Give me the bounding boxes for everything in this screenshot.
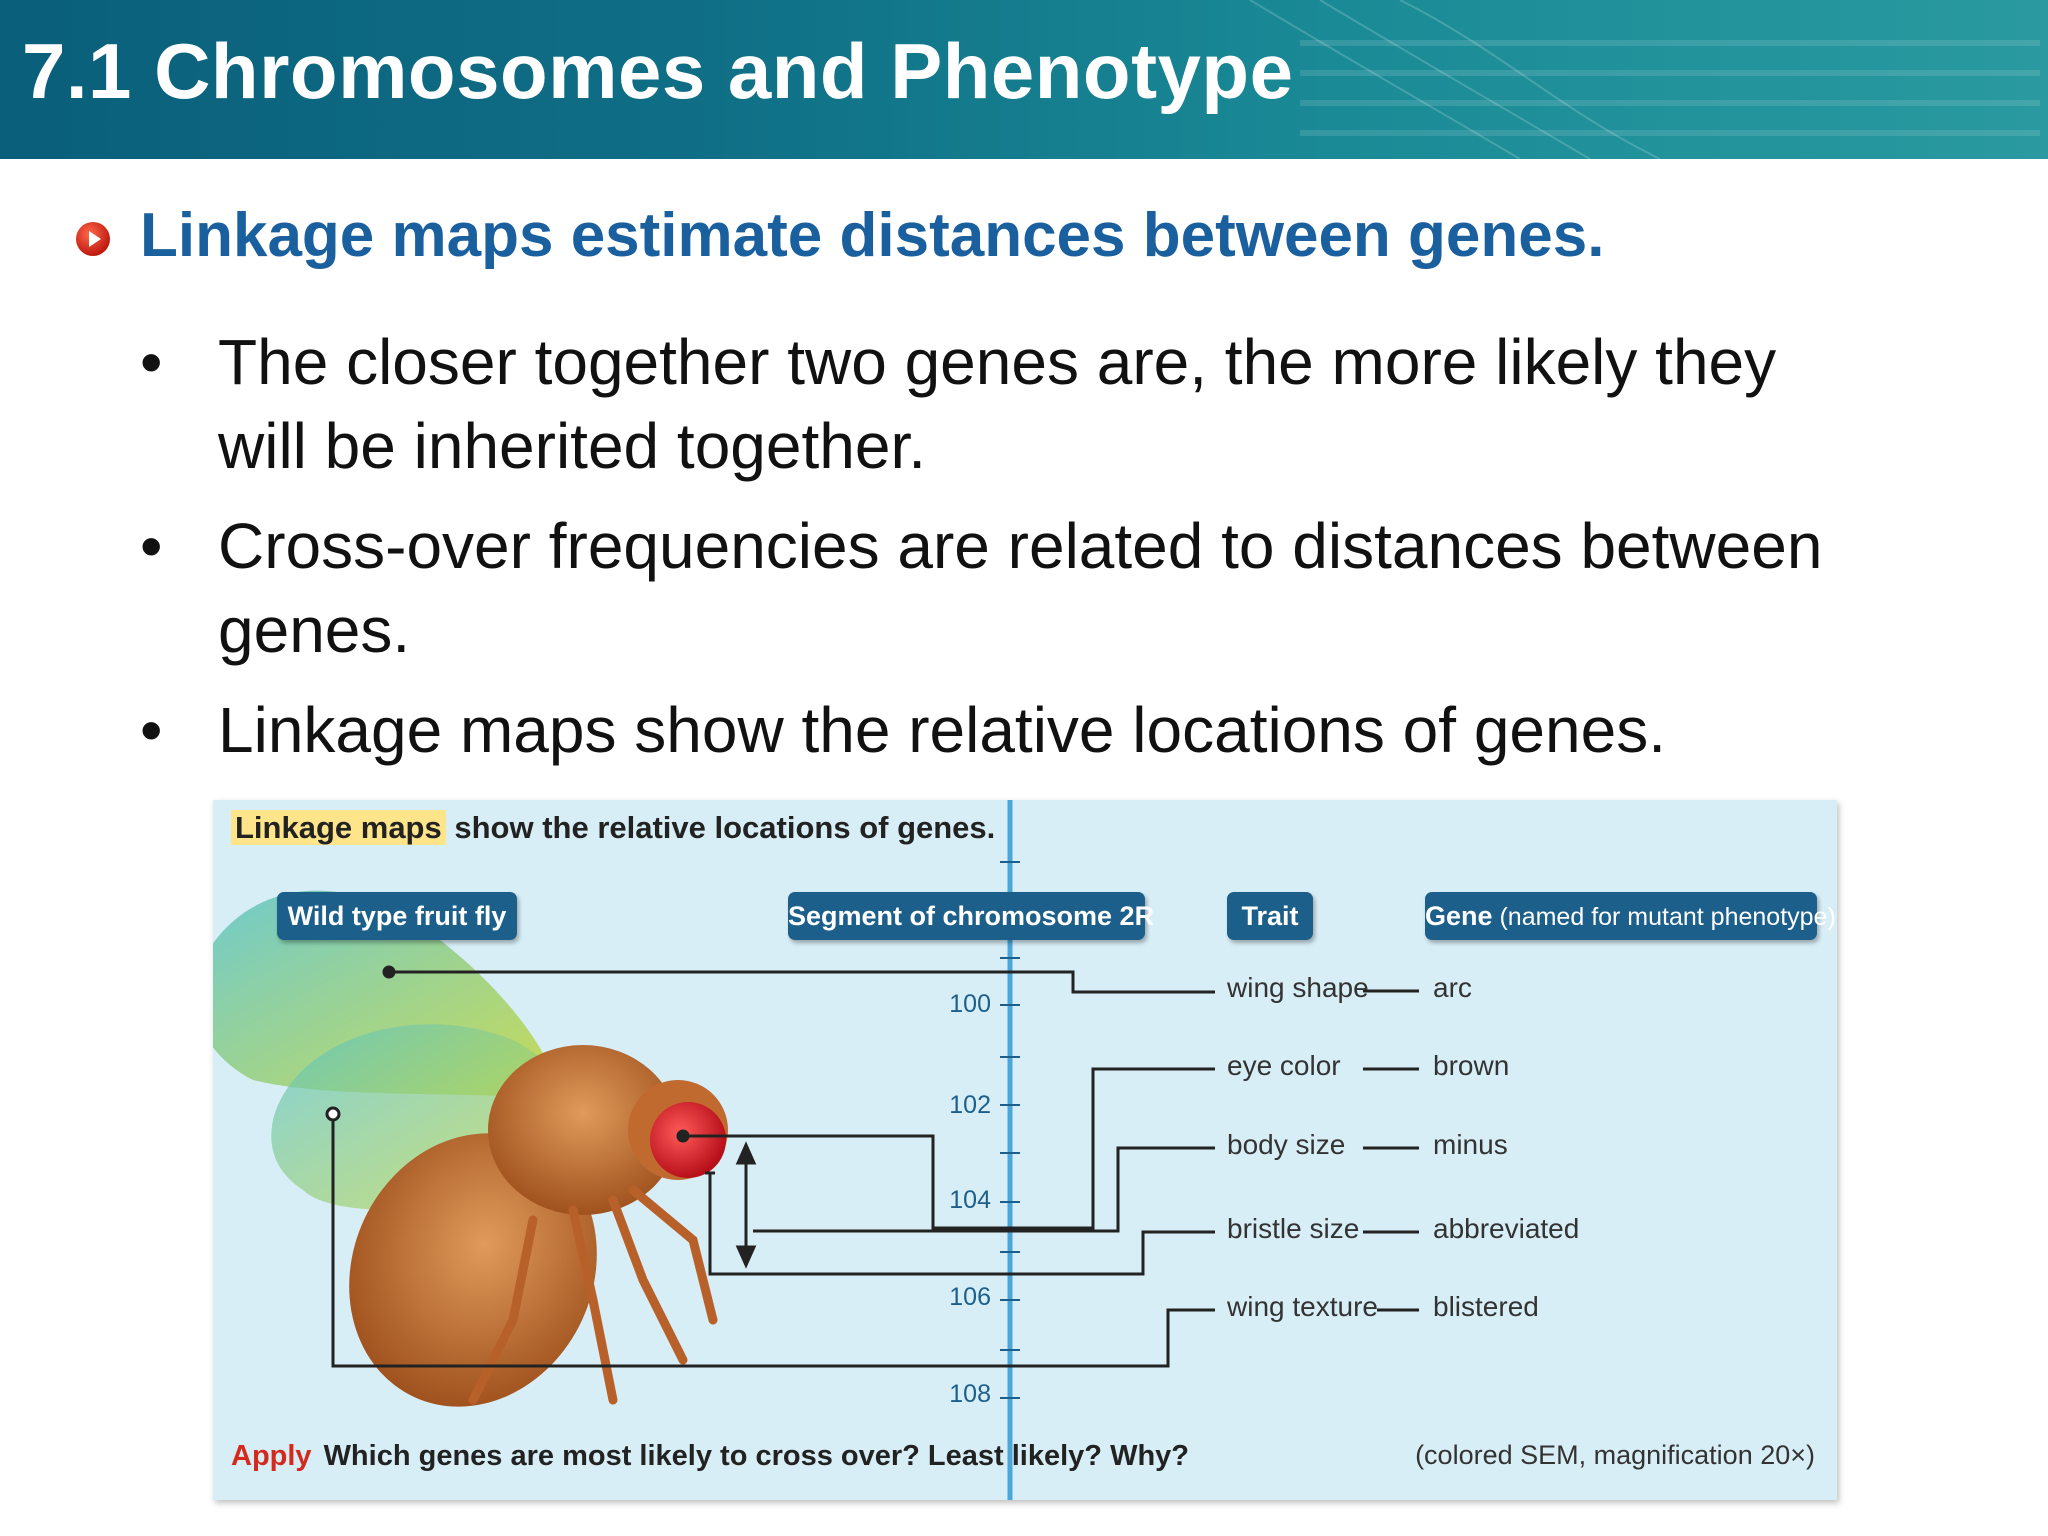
gene-abbreviated: abbreviated (1433, 1213, 1580, 1244)
axis-tick-106: 106 (949, 1283, 991, 1311)
trait-wing-texture: wing texture (1227, 1291, 1378, 1322)
leader-wing-shape (389, 972, 1215, 992)
chromosome-segment-label: Segment of chromosome 2R (788, 892, 1145, 940)
axis-tick-102: 102 (949, 1091, 991, 1119)
apply-question-text: Which genes are most likely to cross over? Least likely? Why? (323, 1440, 1190, 1472)
bullet-dot: • (140, 510, 163, 582)
gene-header-note: (named for mutant phenotype) (1492, 903, 1836, 931)
gene-blistered: blistered (1433, 1291, 1539, 1322)
gene-header-bold: Gene (1425, 901, 1493, 931)
trait-header: Trait (1227, 892, 1313, 940)
bullet-text: Cross-over frequencies are related to distances between genes. (218, 510, 1823, 666)
linkage-map-figure (213, 800, 1837, 1500)
subheading-text: Linkage maps estimate distances between genes. (140, 201, 1605, 270)
bullet-text: Linkage maps show the relative locations of genes. (218, 694, 1666, 766)
bullet-dot: • (140, 326, 163, 398)
bullet-text: The closer together two genes are, the more likely they will be inherited together. (218, 326, 1777, 482)
apply-label: Apply (231, 1440, 312, 1472)
trait-body-size: body size (1227, 1129, 1346, 1160)
bullet-item (140, 688, 1840, 772)
figure-caption: (colored SEM, magnification 20×) (1415, 1440, 1815, 1470)
axis-tick-100: 100 (949, 990, 991, 1018)
bullet-list (140, 320, 1840, 788)
bullet-item (140, 504, 1840, 672)
bullet-item (140, 320, 1840, 488)
slide-title: 7.1 Chromosomes and Phenotype (22, 27, 1294, 115)
trait-eye-color: eye color (1227, 1050, 1341, 1081)
bullet-dot: • (140, 694, 163, 766)
axis-tick-108: 108 (949, 1380, 991, 1408)
slide-header (0, 0, 2048, 159)
fruit-fly-illustration (213, 891, 728, 1448)
figure-title-rest: show the relative locations of genes. (445, 810, 996, 845)
play-bullet-icon (76, 222, 110, 256)
apply-question (231, 1440, 1189, 1473)
trait-bristle-size: bristle size (1227, 1213, 1360, 1244)
figure-title (231, 810, 995, 846)
wild-type-fly-label: Wild type fruit fly (277, 892, 517, 940)
gene-minus: minus (1433, 1129, 1508, 1160)
trait-gene-dashes (1363, 991, 1419, 1310)
gene-arc: arc (1433, 972, 1472, 1003)
gene-brown: brown (1433, 1050, 1510, 1081)
gene-header (1425, 892, 1836, 940)
double-arrow-icon (738, 1145, 754, 1265)
trait-wing-shape: wing shape (1227, 972, 1369, 1003)
axis-tick-104: 104 (949, 1186, 991, 1214)
figure-title-highlight: Linkage maps (231, 810, 446, 845)
